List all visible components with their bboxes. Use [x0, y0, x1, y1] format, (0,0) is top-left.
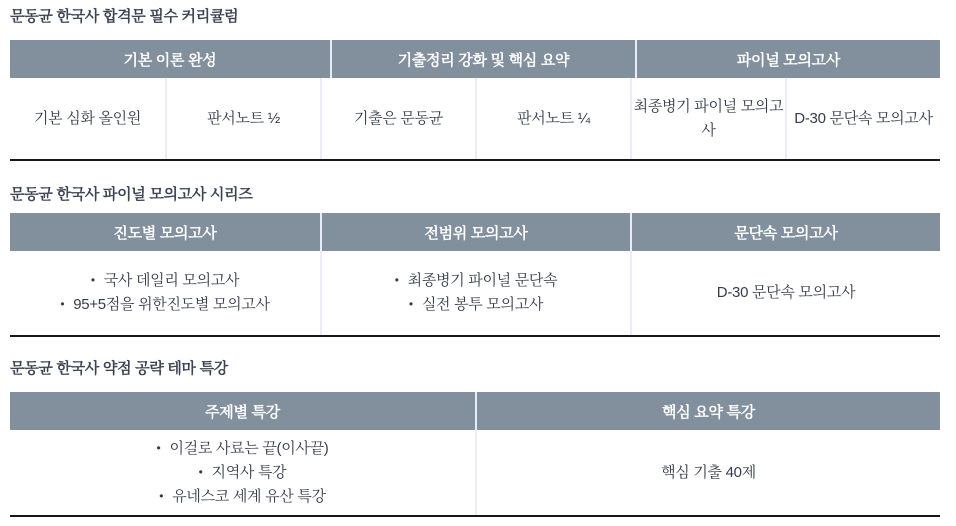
section-essential-curriculum — [10, 9, 940, 161]
table-cell: 핵심 기출 40제 — [475, 430, 940, 515]
section-title: 문동균 한국사 약점 공략 테마 특강 — [10, 360, 228, 377]
table-cell: 기본 심화 올인원 — [10, 78, 165, 159]
header-cell: 전범위 모의고사 — [320, 213, 630, 251]
table-cell: 판서노트 ½ — [165, 78, 320, 159]
list-item: • 실전 봉투 모의고사 — [409, 293, 543, 317]
table-body-row — [10, 430, 940, 515]
table-header-row — [10, 392, 940, 430]
list-item: • 유네스코 세계 유산 특강 — [159, 485, 325, 509]
header-cell: 핵심 요약 특강 — [475, 392, 940, 430]
list-item: • 95+5점을 위한진도별 모의고사 — [60, 293, 269, 317]
header-cell: 기출정리 강화 및 핵심 요약 — [330, 40, 635, 78]
table-cell — [10, 251, 320, 335]
table-body-row — [10, 251, 940, 335]
section-title: 문동균 한국사 파이널 모의고사 시리즈 — [10, 186, 253, 203]
table-cell: D-30 문단속 모의고사 — [630, 251, 940, 335]
table-cell: 최종병기 파이널 모의고사 — [630, 78, 785, 159]
table-cell: 기출은 문동균 — [320, 78, 475, 159]
list-item: • 이걸로 사료는 끝(이사끝) — [157, 437, 329, 461]
table-body-row — [10, 78, 940, 159]
list-item: • 최종병기 파이널 문단속 — [395, 269, 558, 293]
list-item: • 국사 데일리 모의고사 — [91, 269, 239, 293]
table-cell — [320, 251, 630, 335]
header-cell: 진도별 모의고사 — [10, 213, 320, 251]
header-cell: 문단속 모의고사 — [630, 213, 940, 251]
curriculum-table — [10, 40, 940, 161]
header-cell: 주제별 특강 — [10, 392, 475, 430]
table-header-row — [10, 213, 940, 251]
header-cell: 파이널 모의고사 — [635, 40, 940, 78]
list-item: • 지역사 특강 — [199, 461, 287, 485]
section-theme-lectures — [10, 361, 940, 517]
table-header-row — [10, 40, 940, 78]
mock-series-table — [10, 213, 940, 337]
header-cell: 기본 이론 완성 — [10, 40, 330, 78]
table-cell: 판서노트 ¼ — [475, 78, 630, 159]
section-title: 문동균 한국사 합격문 필수 커리큘럼 — [10, 8, 239, 25]
section-final-mock-series — [10, 187, 940, 337]
table-cell — [10, 430, 475, 515]
table-cell: D-30 문단속 모의고사 — [785, 78, 940, 159]
theme-lecture-table — [10, 392, 940, 517]
